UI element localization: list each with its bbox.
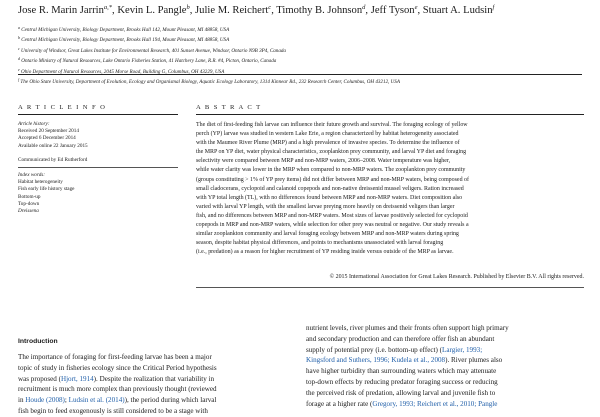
affiliation-text: The Ohio State University, Department of Evolution, Ecology and Organismal Biology, Aquatic Ecology Laboratory, 1314 Kinnear Rd., 232 Research Center, Columbus, OH 43212, USA: [19, 79, 400, 86]
author-affiliation-mark[interactable]: e: [414, 4, 418, 11]
keyword: Bottom-up: [18, 193, 41, 200]
abstract-line: while water clarity was lower in the MRP when compared to non-MRP waters. The zooplankton prey community: [196, 167, 466, 174]
abstract-line: perch (YP) larvae was studied in western Lake Erie, a region characterized by habitat heterogeneity associated: [196, 131, 459, 138]
abstract-line: The diet of first-feeding fish larvae can influence their future growth and survival. The foraging ecology of yellow: [196, 122, 468, 128]
text-segment: recruitment is much more complex than previously thought (reviewed: [18, 385, 217, 394]
affiliation-mark: b: [18, 35, 20, 41]
author-name[interactable]: [195, 5, 271, 16]
text-line: [306, 366, 584, 377]
text-line: [18, 352, 296, 363]
text-segment: nutrient levels, river plumes and their fronts often support high primary: [306, 324, 509, 332]
abstract-line: varied with larval YP length, with the smallest larvae preying more heavily on dreissenid veligers than larger: [196, 203, 455, 210]
author-name[interactable]: [423, 5, 495, 16]
history-entry: Received 20 September 2014: [18, 128, 79, 135]
text-line: [306, 345, 584, 356]
text-line: [306, 388, 584, 399]
affiliation-mark: e: [18, 66, 20, 72]
text-line: [18, 406, 296, 417]
intro-right-column: [306, 323, 584, 409]
abstract-line: small cladocerans, cyclopoid and calanoid copepods and non-native dreissenid mussel veligers. Ration increased: [196, 185, 464, 192]
affiliation: [18, 55, 598, 65]
author-name[interactable]: [18, 5, 112, 16]
author-name-text: Jeff Tyson: [370, 5, 415, 16]
author-list: Jose R. Marin Jarrin$^{a,*}$, Kevin L. Pangle$^b$, Julie M. Reichert$^c$, Timothy B. Johnson$^d$, Jeff Tyson$^e$, Stuart A. Ludsin$^f$: [18, 4, 495, 16]
citation-link[interactable]: Houde (2008): [25, 396, 65, 405]
citation-link[interactable]: Ludsin et al. (2014): [68, 396, 125, 405]
text-line: [18, 395, 296, 406]
author-name[interactable]: [276, 5, 365, 16]
keyword: Fish early life history stage: [18, 186, 75, 193]
text-segment: ), the period during which larval: [124, 396, 217, 405]
abstract-bottom-rule: [196, 287, 584, 288]
keywords-label: Index words:: [18, 172, 46, 179]
abstract-line: season, despite habitat physical differences, and points to mechanisms unassociated with larval foraging: [196, 240, 444, 247]
citation-link[interactable]: Gregory, 1993; Reichert et al., 2010; Pangle: [372, 399, 498, 408]
author-name[interactable]: [371, 5, 418, 16]
affiliation-mark: f: [18, 77, 20, 83]
copyright-notice: © 2015 International Association for Great Lakes Research. Published by Elsevier B.V. All rights reserved.: [329, 274, 584, 280]
affiliation-text: University of Windsor, Great Lakes Institute for Environmental Research, 401 Sunset Avenue, Windsor, Ontario N9B 3P4, Canada: [19, 47, 286, 54]
citation-link[interactable]: Hjort, 1914: [60, 374, 94, 383]
author-name-text: Timothy B. Johnson: [276, 5, 363, 16]
text-segment: fish begin to feed exogenously is still considered to be a stage with: [18, 406, 208, 415]
communicated-by: Communicated by Ed Rutherford: [18, 156, 88, 163]
abstract-body: [196, 121, 584, 257]
author-name-text: Kevin L. Pangle: [117, 5, 187, 16]
keyword: Habitat heterogeneity: [18, 179, 63, 186]
history-label: Article history:: [18, 121, 50, 127]
text-segment: in: [18, 396, 26, 405]
text-segment: The importance of foraging for first-feeding larvae has been a major: [18, 353, 212, 361]
text-segment: and secondary production and can therefore offer fish an abundant: [306, 334, 495, 343]
affiliation-text: Central Michigan University, Biology Department, Brooks Hall 194, Mount Pleasant, MI 48858, USA: [20, 37, 230, 44]
abstract-line: selectivity were compared between MRP and non-MRP waters, 2006–2008. Water temperature was higher,: [196, 158, 451, 165]
text-segment: the perceived risk of predation, allowing larval and juvenile fish to: [306, 388, 496, 397]
text-line: [18, 374, 296, 385]
author-name-text: Stuart A. Ludsin: [422, 5, 493, 16]
author-name[interactable]: [117, 5, 189, 16]
affiliation-text: Central Michigan University, Biology Department, Brooks Hall 142, Mount Pleasant, MI 48858, USA: [20, 27, 230, 33]
abstract-line: with the Maumee River Plume (MRP) and a high prevalence of invasive species. To determine the influence of: [196, 140, 460, 147]
author-affiliation-mark[interactable]: d: [362, 4, 366, 11]
affiliation-mark: a: [18, 25, 20, 30]
abstract-line: the MRP on YP diet, water physical characteristics, zooplankton prey community, and larval YP diet and foraging: [196, 149, 467, 156]
history-list: [18, 128, 178, 150]
article-info-rule: [18, 114, 178, 115]
abstract-line: (groups constituting > 1% of YP prey items) did not differ between MRP and non-MRP waters, being composed of: [196, 176, 469, 183]
keyword-list: [18, 179, 178, 215]
header-divider: [18, 74, 582, 75]
abstract-line: with YP total length (TL), with no differences found between MRP and non-MRP waters. Diet composition also: [196, 194, 463, 201]
author-name-text: Julie M. Reichert: [195, 5, 269, 16]
text-line: [306, 399, 584, 410]
text-segment: ;: [64, 396, 69, 405]
intro-left-column: [18, 352, 296, 417]
abstract-line: fish, and no differences between MRP and non-MRP waters. Most sizes of larvae positively selected for cyclopoid: [196, 212, 468, 219]
article-info-heading: A R T I C L E I N F O: [18, 104, 107, 111]
affiliation-mark: c: [18, 45, 20, 51]
abstract-line: (i.e., predation) as a reason for higher recruitment of YP residing inside versus outside of the MRP as larvae.: [196, 249, 454, 256]
text-segment: ). River plumes also: [445, 356, 503, 365]
text-line: [306, 377, 584, 388]
citation-link[interactable]: Largier, 1993;: [442, 345, 483, 354]
author-affiliation-mark[interactable]: a,*: [103, 4, 113, 11]
citation-link[interactable]: Kingsford and Suthers, 1996; Kudela et al., 2008: [306, 356, 446, 365]
text-line: [306, 323, 584, 334]
author-affiliation-mark[interactable]: b: [186, 4, 190, 11]
history-entry: Available online 22 January 2015: [18, 142, 88, 149]
affiliation-text: Ohio Department of Natural Resources, 2045 Morse Road, Building G, Columbus, OH 43229, USA: [19, 68, 225, 75]
text-segment: ). Despite the realization that variability in: [93, 374, 215, 383]
text-segment: have higher turbidity than surrounding waters which may attenuate: [306, 367, 497, 376]
text-segment: top-down effects by reducing predator foraging success or reducing: [306, 377, 498, 386]
abstract-line: similar zooplankton community and larval foraging ecology between MRP and non-MRP waters during spring: [196, 231, 459, 238]
keyword: Top-down: [18, 200, 40, 207]
author-affiliation-mark[interactable]: c: [268, 4, 272, 11]
introduction-heading: Introduction: [18, 338, 58, 345]
text-segment: was proposed (: [18, 374, 61, 383]
text-line: [306, 355, 584, 366]
text-line: [306, 334, 584, 345]
affiliation: [18, 34, 598, 44]
abstract-rule: [196, 114, 584, 115]
text-line: [18, 384, 296, 395]
affiliation-mark: d: [18, 56, 20, 62]
affiliation-text: Ontario Ministry of Natural Resources, Lake Ontario Fisheries Station, 41 Hatchery Lane, R.R. #4, Picton, Ontario, Canada: [20, 58, 277, 65]
author-affiliation-mark[interactable]: f: [492, 4, 495, 11]
author-name-text: Jose R. Marin Jarrin: [18, 5, 104, 16]
keyword: Dreissena: [18, 208, 39, 215]
abstract-line: copepods in MRP and non-MRP waters, while selection for other prey was neutral or negative. Our study reveals a: [196, 222, 469, 229]
text-segment: supply of potential prey (i.e. bottom-up effect) (: [306, 345, 442, 354]
article-info: [18, 121, 178, 215]
affiliation: [18, 24, 598, 34]
affiliation: [18, 76, 598, 86]
affiliation-list: [18, 24, 598, 86]
text-segment: forage at a higher rate (: [306, 399, 373, 408]
abstract-heading: A B S T R A C T: [196, 104, 262, 111]
history-entry: Accepted 6 December 2014: [18, 135, 76, 142]
affiliation: [18, 45, 598, 55]
text-segment: topic of study in fisheries ecology since the Critical Period hypothesis: [18, 363, 217, 372]
text-line: [18, 363, 296, 374]
